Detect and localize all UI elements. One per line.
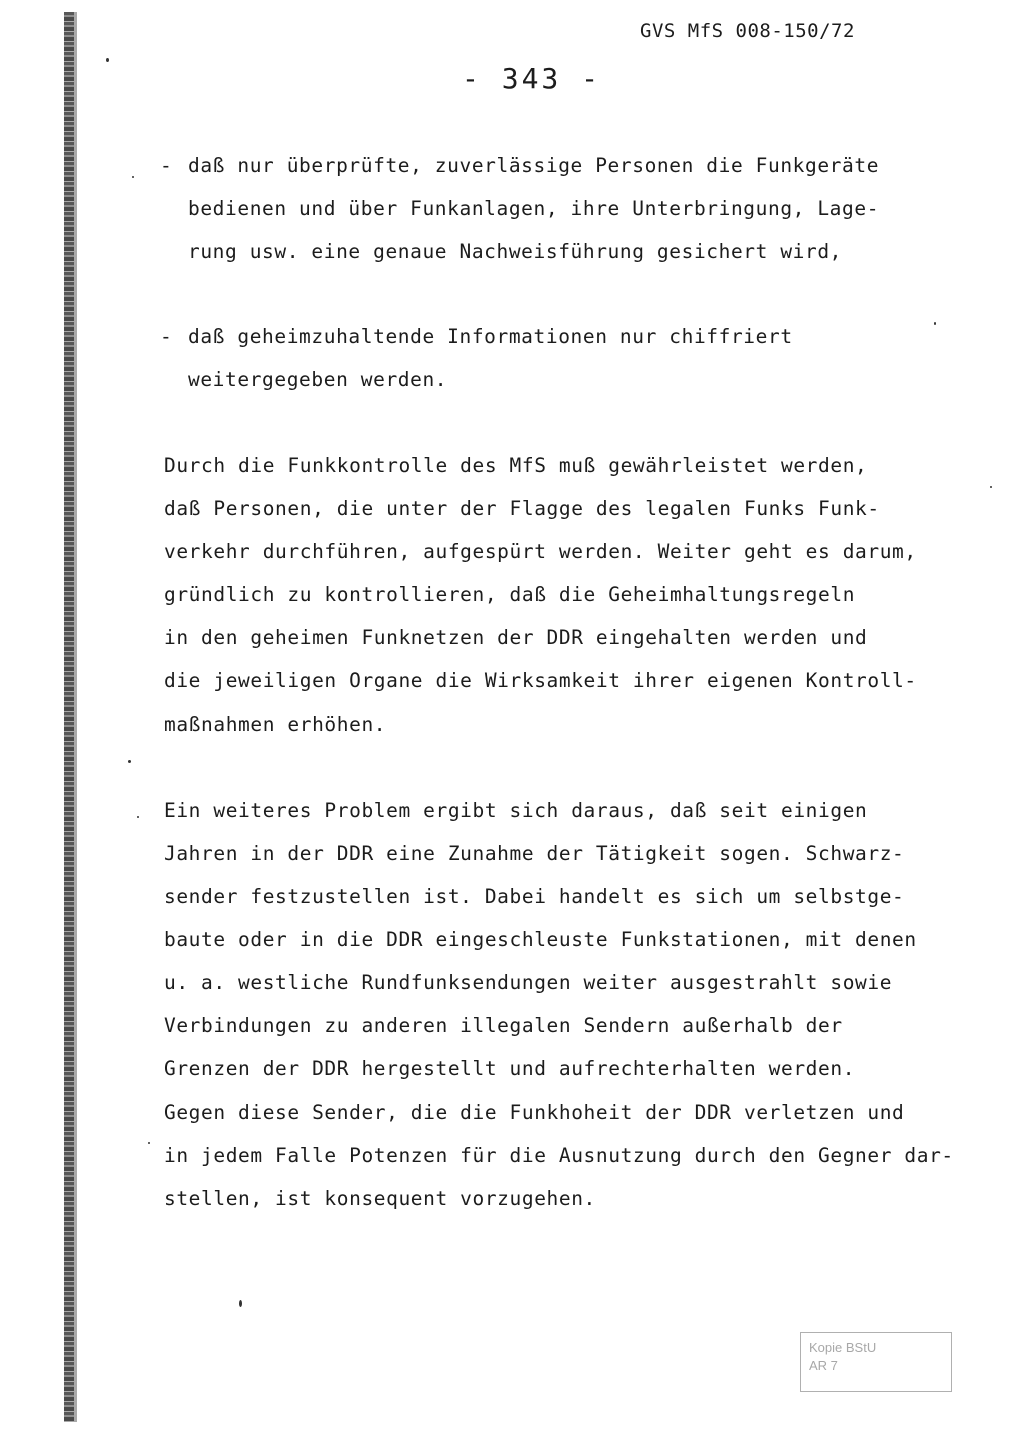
scan-speck	[239, 1300, 242, 1307]
scan-speck	[106, 58, 109, 62]
scan-speck	[934, 322, 936, 325]
document-reference: GVS MfS 008-150/72	[640, 20, 855, 42]
bullet-line: daß geheimzuhaltende Informationen nur chiffriert	[188, 325, 793, 348]
scan-speck	[132, 176, 134, 178]
paragraph-line: stellen, ist konsequent vorzugehen.	[164, 1187, 596, 1210]
paragraph-line: die jeweiligen Organe die Wirksamkeit ihrer eigenen Kontroll-	[164, 669, 917, 692]
paragraph-line: gründlich zu kontrollieren, daß die Geheimhaltungsregeln	[164, 583, 856, 606]
paragraph-line: baute oder in die DDR eingeschleuste Funkstationen, mit denen	[164, 928, 917, 951]
scan-speck	[137, 816, 139, 818]
bullet-dash: -	[160, 325, 172, 348]
scan-speck	[128, 760, 131, 763]
bullet-line: weitergegeben werden.	[188, 368, 448, 391]
paragraph-line: sender festzustellen ist. Dabei handelt es sich um selbstge-	[164, 885, 905, 908]
paragraph-line: Jahren in der DDR eine Zunahme der Tätigkeit sogen. Schwarz-	[164, 842, 905, 865]
scan-speck	[148, 1142, 150, 1144]
paragraph-line: Gegen diese Sender, die die Funkhoheit der DDR verletzen und	[164, 1101, 905, 1124]
bullet-line: bedienen und über Funkanlagen, ihre Unterbringung, Lage-	[188, 197, 880, 220]
paragraph-line: verkehr durchführen, aufgespürt werden. Weiter geht es darum,	[164, 540, 917, 563]
bullet-line: rung usw. eine genaue Nachweisführung gesichert wird,	[188, 240, 843, 263]
paragraph-line: in den geheimen Funknetzen der DDR eingehalten werden und	[164, 626, 868, 649]
page-number: - 343 -	[462, 62, 602, 95]
bullet-line: daß nur überprüfte, zuverlässige Personen die Funkgeräte	[188, 154, 880, 177]
stamp-line: AR 7	[809, 1358, 838, 1373]
paragraph-line: maßnahmen erhöhen.	[164, 713, 387, 736]
paragraph-line: Verbindungen zu anderen illegalen Sendern außerhalb der	[164, 1014, 843, 1037]
paragraph-line: daß Personen, die unter der Flagge des legalen Funks Funk-	[164, 497, 880, 520]
binding-edge-shadow	[74, 12, 77, 1422]
paragraph-line: in jedem Falle Potenzen für die Ausnutzung durch den Gegner dar-	[164, 1144, 954, 1167]
paragraph-line: Durch die Funkkontrolle des MfS muß gewährleistet werden,	[164, 454, 868, 477]
scan-speck	[990, 486, 992, 488]
paragraph-line: Ein weiteres Problem ergibt sich daraus, daß seit einigen	[164, 799, 868, 822]
stamp-line: Kopie BStU	[809, 1340, 877, 1355]
bullet-dash: -	[160, 154, 172, 177]
paragraph-line: Grenzen der DDR hergestellt und aufrechterhalten werden.	[164, 1057, 856, 1080]
binding-edge	[64, 12, 74, 1422]
archive-stamp	[800, 1332, 952, 1392]
paragraph-line: u. a. westliche Rundfunksendungen weiter ausgestrahlt sowie	[164, 971, 893, 994]
